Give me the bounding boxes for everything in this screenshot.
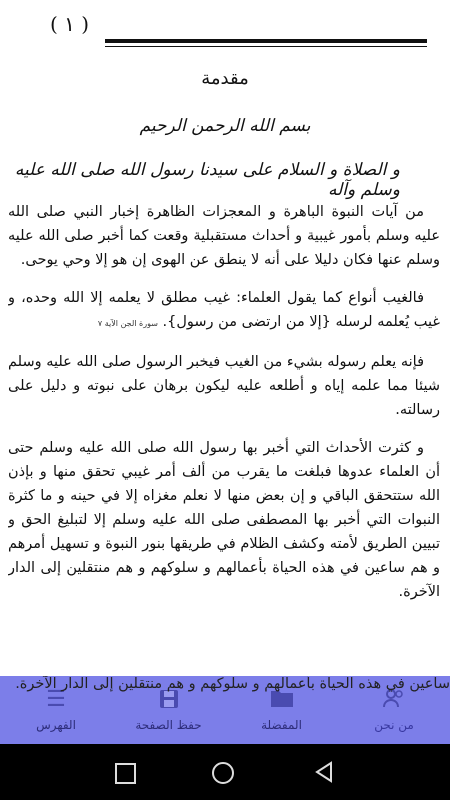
content-area[interactable] (8, 200, 440, 678)
nav-item-favorites[interactable] (225, 676, 338, 744)
overflow-text-line: ساعين في هذه الحياة بأعمالهم و سلوكهم و هم منتقلين إلى الدار الآخرة. (15, 676, 450, 692)
paragraph-2-text: فالغيب أنواع كما يقول العلماء: غيب مطلق لا يعلمه إلا الله وحده، و غيب يُعلمه لرسله {إلا من ارتضى من رسول}. (8, 290, 440, 330)
list-icon: ☰ (46, 687, 66, 712)
paragraph-4: و كثرت الأحداث التي أخبر بها رسول الله صلى الله عليه وسلم حتى أن العلماء عدوها فبلغت ما يقرب من ألف أمر غيبي تحقق منها و بإذن الله ستتحقق الباقي و إن بعض منها لا نعلم مغزاه إلا في حينه و ما كثرة النبوات التي أخبر بها المصطفى صلى الله عليه وسلم إلا لتبليغ الحق و تبيين الطريق لأمته وكشف الظلام في طريقها بنور النبوة و تسهيل أمرهم و هم ساعين في هذه الحياة بأعمالهم و سلوكهم و هم منتقلين إلى الدار الآخرة. (8, 440, 440, 600)
people-icon (382, 688, 406, 714)
recent-apps-button[interactable] (115, 763, 136, 784)
nav-label-favorites: المفضلة (261, 718, 302, 732)
back-button[interactable] (313, 761, 337, 785)
bottom-navigation (0, 676, 450, 744)
double-rule-thin (105, 46, 427, 47)
page-number: ( ١ ) (50, 12, 90, 36)
nav-item-index[interactable] (0, 676, 112, 744)
nav-item-save-page[interactable] (112, 676, 225, 744)
page-heading: مقدمة (201, 68, 249, 89)
paragraph-1: من آيات النبوة الباهرة و المعجزات الظاهرة إخبار النبي صلى الله عليه وسلم بأمور غيبية و أحداث مستقبلية وقعت كما أخبر صلى الله عليه وسلم عنها فكان دليلا على أنه لا ينطق عن الهوى إن هو إلا وحي يوحى. (8, 204, 440, 268)
folder-icon (270, 688, 294, 714)
paragraph-3: فإنه يعلم رسوله بشيء من الغيب فيخبر الرسول صلى الله عليه وسلم شيئا مما علمه إياه و أطلعه عليه ليكون برهان على نبوته و دليل على رسالته. (8, 354, 440, 418)
double-rule-thick (105, 39, 427, 43)
save-icon (158, 688, 180, 716)
back-icon (313, 761, 335, 783)
nav-label-save-page: حفظ الصفحة (135, 718, 202, 732)
salutation: و الصلاة و السلام على سيدنا رسول الله صلى الله عليه وسلم وآله (14, 160, 400, 200)
nav-label-about: من نحن (374, 718, 414, 732)
nav-item-about[interactable] (338, 676, 450, 744)
basmala: بسم الله الرحمن الرحيم (139, 116, 311, 136)
quran-reference: سورة الجن الآية ٧ (97, 319, 158, 328)
home-button[interactable] (212, 762, 234, 784)
nav-label-index: الفهرس (36, 718, 76, 732)
system-navigation-bar (0, 744, 450, 800)
paragraph-2 (8, 286, 440, 336)
